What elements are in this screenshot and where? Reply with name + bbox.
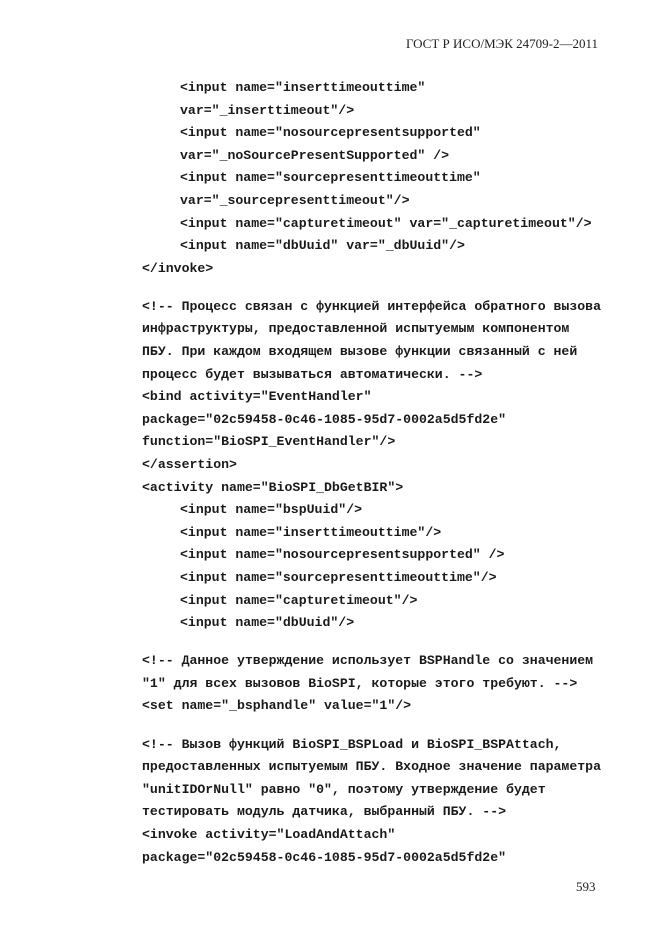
code-line: процесс будет вызываться автоматически. --> (142, 366, 483, 382)
document-header: ГОСТ Р ИСО/МЭК 24709-2—2011 (405, 36, 598, 51)
code-line: <input name="inserttimeouttime" (180, 80, 426, 95)
code-line: предоставленных испытуемым ПБУ. Входное значение параметра (142, 759, 601, 775)
code-line: инфраструктуры, предоставленной испытуемым компонентом (142, 321, 570, 337)
code-line: <input name="inserttimeouttime"/> (180, 524, 442, 540)
code-line: <activity name="BioSPI_DbGetBIR"> (142, 479, 404, 495)
code-line: <bind activity="EventHandler" (142, 389, 372, 405)
code-line: <!-- Вызов функций BioSPI_BSPLoad и BioSPI_BSPAttach, (142, 736, 562, 752)
code-line: var="_noSourcePresentSupported" /> (180, 147, 450, 163)
code-line: <input name="sourcepresenttimeouttime" (180, 170, 481, 186)
code-line: <input name="nosourcepresentsupported" /> (180, 547, 505, 563)
code-line: <input name="capturetimeout"/> (180, 592, 418, 608)
code-line: package="02c59458-0c46-1085-95d7-0002a5d5fd2e" (142, 849, 507, 865)
code-line: <input name="dbUuid"/> (180, 615, 355, 631)
code-line: var="_inserttimeout"/> (180, 102, 355, 118)
code-line: <invoke activity="LoadAndAttach" (142, 826, 396, 842)
code-listing (142, 77, 601, 869)
code-line: <set name="_bsphandle" value="1"/> (142, 698, 412, 714)
code-line: "unitIDOrNull" равно "0", поэтому утверждение будет (142, 781, 546, 797)
code-line: <input name="dbUuid" var="_dbUuid"/> (180, 238, 465, 254)
code-line: function="BioSPI_EventHandler"/> (142, 434, 396, 450)
code-line: <!-- Процесс связан с функцией интерфейса обратного вызова (142, 298, 601, 314)
code-line: package="02c59458-0c46-1085-95d7-0002a5d5fd2e" (142, 411, 507, 427)
block-spacer (142, 280, 601, 296)
code-line: <!-- Данное утверждение использует BSPHandle со значением (142, 653, 594, 669)
page-number: 593 (576, 879, 596, 894)
code-line: <input name="nosourcepresentsupported" (180, 125, 481, 141)
block-spacer (142, 635, 601, 651)
code-line: var="_sourcepresenttimeout"/> (180, 192, 410, 208)
code-line: ПБУ. При каждом входящем вызове функции связанный с ней (142, 344, 578, 360)
code-line: </invoke> (142, 260, 214, 276)
block-spacer (142, 718, 601, 734)
code-line: тестировать модуль датчика, выбранный ПБУ. --> (142, 804, 507, 820)
code-line: <input name="sourcepresenttimeouttime"/> (180, 569, 497, 585)
code-line: </assertion> (142, 457, 237, 472)
code-line: "1" для всех вызовов BioSPI, которые этого требуют. --> (142, 675, 578, 691)
code-line: <input name="capturetimeout" var="_capturetimeout"/> (180, 215, 592, 231)
code-line: <input name="bspUuid"/> (180, 502, 363, 518)
